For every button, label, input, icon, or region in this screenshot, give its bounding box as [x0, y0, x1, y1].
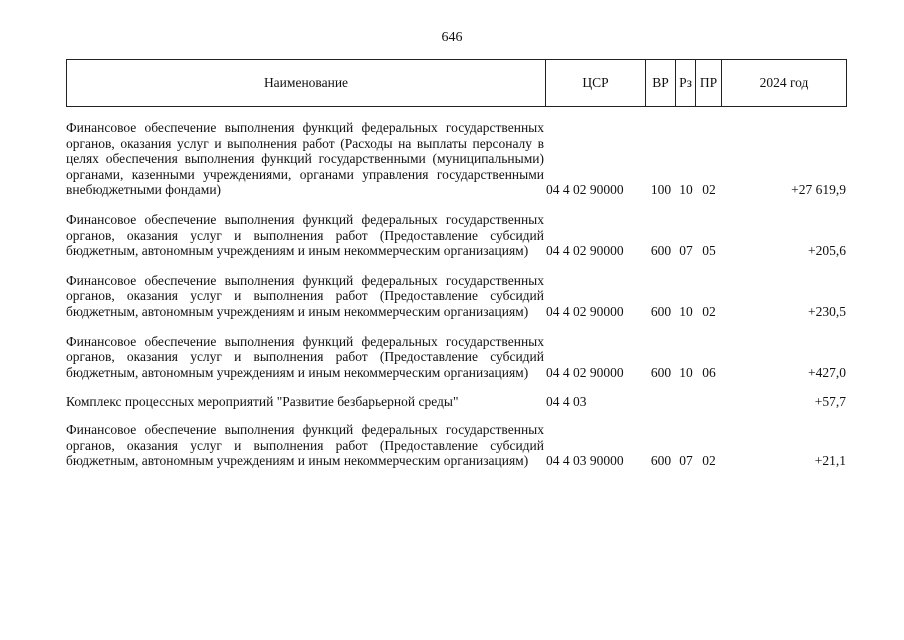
table-row: [66, 120, 846, 198]
page-number: 646: [441, 30, 463, 45]
column-header-name: Наименование: [67, 60, 546, 107]
column-header-vr: ВР: [646, 60, 676, 107]
row-rz: 10: [679, 303, 693, 319]
row-pr: 05: [702, 243, 716, 259]
row-rz: 07: [679, 453, 693, 469]
row-amount: +205,6: [808, 243, 846, 259]
table-header: [66, 59, 847, 107]
column-header-pr: ПР: [696, 60, 722, 107]
row-name: Финансовое обеспечение выполнения функций федеральных государственных органов, оказания услуг и выполнения работ (Предоставление субсидий бюджетным, автономным учреждениям и иным некоммерческим организациям): [66, 211, 544, 259]
row-vr: 600: [650, 303, 672, 319]
row-vr: 600: [650, 364, 672, 380]
row-rz: 10: [679, 364, 693, 380]
column-header-rz: Рз: [676, 60, 696, 107]
row-rz: 10: [679, 182, 693, 198]
row-pr: 02: [702, 303, 716, 319]
row-name: Комплекс процессных мероприятий "Развитие безбарьерной среды": [66, 394, 459, 410]
row-name: Финансовое обеспечение выполнения функций федеральных государственных органов, оказания услуг и выполнения работ (Предоставление субсидий бюджетным, автономным учреждениям и иным некоммерческим организациям): [66, 421, 544, 469]
row-pr: 06: [702, 364, 716, 380]
row-csr: 04 4 03 90000: [546, 453, 624, 469]
column-header-csr: ЦСР: [546, 60, 646, 107]
column-header-year: 2024 год: [722, 60, 847, 107]
table-row: [66, 394, 846, 410]
row-name: Финансовое обеспечение выполнения функций федеральных государственных органов, оказания услуг и выполнения работ (Предоставление субсидий бюджетным, автономным учреждениям и иным некоммерческим организациям): [66, 333, 544, 380]
row-csr: 04 4 02 90000: [546, 303, 624, 319]
row-name: Финансовое обеспечение выполнения функций федеральных государственных органов, оказания услуг и выполнения работ (Предоставление субсидий бюджетным, автономным учреждениям и иным некоммерческим организациям): [66, 272, 544, 319]
row-name: Финансовое обеспечение выполнения функций федеральных государственных органов, оказания услуг и выполнения работ (Расходы на выплаты персоналу в целях обеспечения выполнения функций государственными (муниципальными) органами, казенными учреждениями, органами управления государственными внебюджетными фондами): [66, 120, 544, 198]
table-row: [66, 273, 846, 320]
row-csr: 04 4 02 90000: [546, 182, 624, 198]
row-amount: +27 619,9: [791, 182, 846, 198]
row-vr: 600: [650, 453, 672, 469]
table-row: [66, 212, 846, 259]
row-pr: 02: [702, 182, 716, 198]
table-row: [66, 334, 846, 381]
row-amount: +57,7: [814, 394, 846, 410]
row-amount: +427,0: [808, 364, 846, 380]
row-pr: 02: [702, 453, 716, 469]
table-row: [66, 422, 846, 469]
table-body: [66, 120, 846, 483]
row-vr: 600: [650, 243, 672, 259]
row-amount: +230,5: [808, 303, 846, 319]
row-csr: 04 4 02 90000: [546, 364, 624, 380]
row-csr: 04 4 02 90000: [546, 243, 624, 259]
row-rz: 07: [679, 243, 693, 259]
row-csr: 04 4 03: [546, 394, 587, 410]
row-amount: +21,1: [814, 453, 846, 469]
row-vr: 100: [650, 182, 672, 198]
